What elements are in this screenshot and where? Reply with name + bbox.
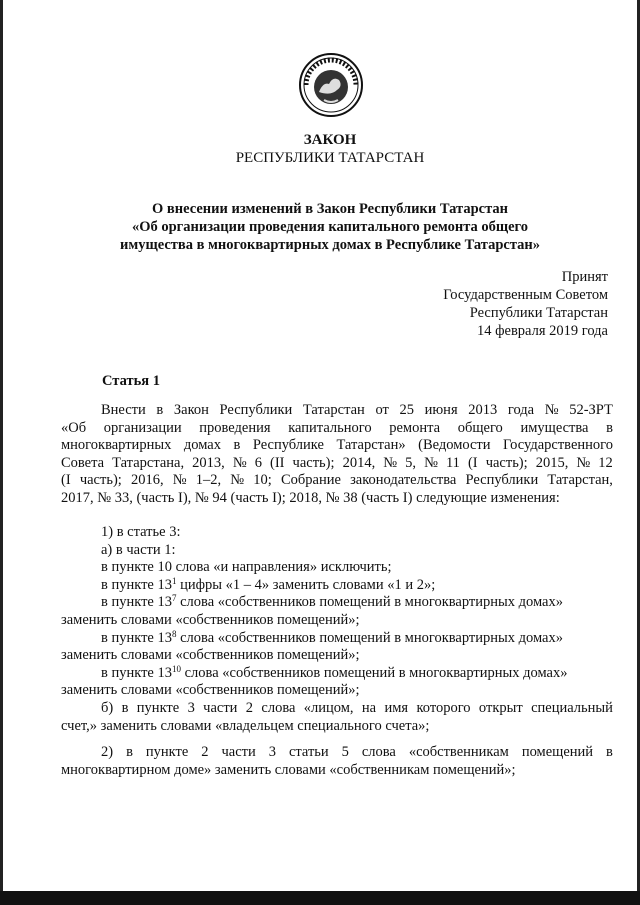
adopted-date: 14 февраля 2019 года bbox=[476, 323, 608, 339]
adopted-line3: Республики Татарстан bbox=[469, 305, 608, 321]
law-title-line1: О внесении изменений в Закон Республики Татарстан bbox=[152, 201, 508, 217]
law-title-line2: «Об организации проведения капитального ремонта общего bbox=[131, 219, 529, 235]
item1-head: 1) в статье 3: bbox=[101, 524, 181, 540]
amendment-item-2 bbox=[61, 744, 613, 779]
item1-b-cont: счет,» заменить словами «владельцем специального счета»; bbox=[61, 717, 430, 734]
item2-cont: многоквартирном доме» заменить словами «собственникам помещений»; bbox=[61, 761, 516, 778]
item1-a: а) в части 1: bbox=[101, 541, 176, 558]
intro-line: Совета Татарстана, 2013, № 6 (II часть); 2014, № 5, № 11 (I часть); 2015, № 12 bbox=[61, 454, 613, 471]
law-label: ЗАКОН bbox=[303, 132, 357, 148]
article-heading: Статья 1 bbox=[102, 373, 160, 389]
tatarstan-emblem-icon bbox=[298, 52, 364, 118]
item1-point13-8-cont: заменить словами «собственников помещений»; bbox=[61, 647, 360, 664]
item1-point13-10: в пункте $13^{10}$ слова «собственников помещений в многоквартирных домах» bbox=[101, 663, 568, 681]
intro-line: «Об организации проведения капитального ремонта общего имущества в bbox=[61, 419, 613, 436]
law-title-line3: имущества в многоквартирных домах в Республике Татарстан» bbox=[119, 237, 541, 253]
item1-point13-8: в пункте $13^8$ слова «собственников помещений в многоквартирных домах» bbox=[101, 628, 563, 646]
amendment-item-1 bbox=[61, 524, 613, 735]
scan-bottom-edge bbox=[0, 891, 640, 905]
item2: 2) в пункте 2 части 3 статьи 5 слова «собственникам помещений в bbox=[101, 744, 613, 760]
item1-point13-7: в пункте $13^7$ слова «собственников помещений в многоквартирных домах» bbox=[101, 593, 563, 611]
adoption-block bbox=[443, 268, 608, 340]
article-intro bbox=[61, 402, 613, 508]
republic-label: РЕСПУБЛИКИ ТАТАРСТАН bbox=[235, 150, 425, 166]
item1-point13-1: в пункте $13^1$ цифры «1 – 4» заменить словами «1 и 2»; bbox=[101, 575, 436, 593]
intro-line: 2017, № 33, (часть I), № 94 (часть I); 2018, № 38 (часть I) следующие изменения: bbox=[61, 489, 560, 506]
adopted-line2: Государственным Советом bbox=[443, 287, 608, 303]
item1-point13-7-cont: заменить словами «собственников помещений»; bbox=[61, 611, 360, 628]
intro-line: Внести в Закон Республики Татарстан от 25 июня 2013 года № 52-ЗРТ bbox=[101, 402, 613, 418]
item1-b: б) в пункте 3 части 2 слова «лицом, на имя которого открыт специальный bbox=[101, 699, 613, 716]
adopted-line1: Принят bbox=[561, 269, 608, 285]
item1-point13-10-cont: заменить словами «собственников помещений»; bbox=[61, 682, 360, 699]
intro-line: (I часть); 2016, № 1–2, № 10; Собрание законодательства Республики Татарстан, bbox=[61, 472, 613, 489]
intro-line: многоквартирных домах в Республике Татарстан» (Ведомости Государственного bbox=[61, 437, 613, 454]
item1-point10: в пункте 10 слова «и направления» исключить; bbox=[101, 559, 392, 576]
